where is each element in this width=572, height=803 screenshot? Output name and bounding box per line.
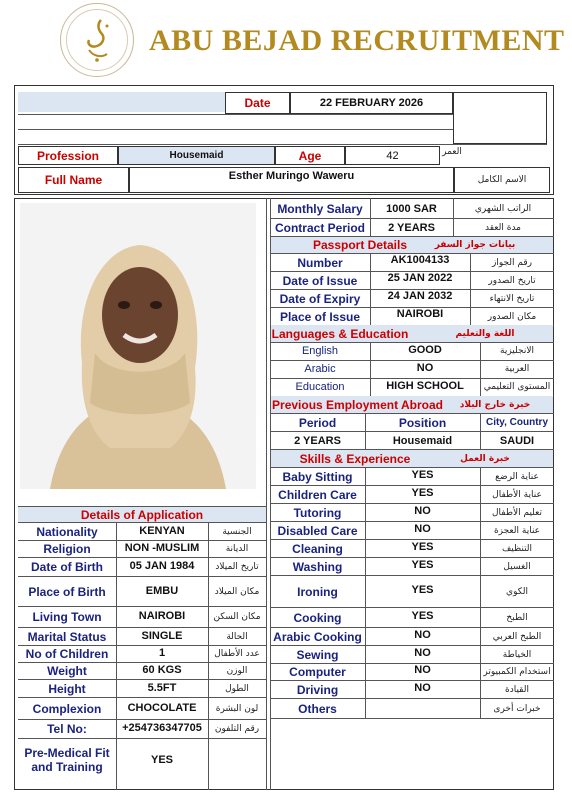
fullname-label: Full Name <box>44 173 103 187</box>
skill-row-ar: الطبخ <box>506 612 528 623</box>
skill-row-label: Others <box>298 701 337 716</box>
skills-title: Skills & Experience <box>299 451 411 466</box>
header-shade <box>18 92 225 112</box>
skill-row-ar: عناية الرضع <box>495 471 539 482</box>
fullname-ar: الاسم الكامل <box>477 175 527 185</box>
language-row-ar: الانجليزية <box>500 346 534 356</box>
skill-row-ar: الغسيل <box>503 561 531 572</box>
skill-row-ar: عناية الأطفال <box>492 489 542 500</box>
age-ar: العمر <box>442 147 462 157</box>
detail-row-label: Marital Status <box>27 629 107 644</box>
skill-row-value: YES <box>411 540 434 553</box>
languages-title-ar: اللغة والتعليم <box>455 328 515 339</box>
detail-row-value: NAIROBI <box>138 610 186 622</box>
detail-row-ar: الجنسية <box>222 526 252 537</box>
date-label: Date <box>244 96 271 110</box>
skill-row-value: YES <box>411 468 434 481</box>
skill-row-value: NO <box>414 628 431 641</box>
detail-row-ar: عدد الأطفال <box>214 649 260 659</box>
detail-row-ar: الوزن <box>226 666 248 676</box>
passport-title-ar: بيانات جواز السفر <box>434 240 516 250</box>
detail-row-value: +254736347705 <box>122 722 202 734</box>
language-row-label: Education <box>295 381 345 393</box>
detail-row-value: 05 JAN 1984 <box>129 560 195 572</box>
skill-row-value <box>365 699 480 714</box>
employment-country: SAUDI <box>499 434 535 447</box>
person-photo-icon <box>20 203 256 489</box>
language-row-ar: المستوى التعليمي <box>483 382 551 392</box>
skills-title-ar: خبرة العمل <box>460 453 510 464</box>
profession-label: Profession <box>36 148 99 163</box>
profession-value: Housemaid <box>169 150 224 161</box>
skill-row-label: Arabic Cooking <box>273 629 362 644</box>
detail-row-label: Weight <box>47 664 87 678</box>
detail-row-label: Place of Birth <box>28 584 106 599</box>
passport-row-ar: تاريخ الصدور <box>488 275 536 286</box>
detail-row-value: CHOCOLATE <box>127 701 197 714</box>
employment-period: 2 YEARS <box>294 434 341 447</box>
employment-title-ar: خبرة خارج البلاد <box>459 399 531 410</box>
language-row-ar: العربية <box>504 364 530 374</box>
detail-row-label: Religion <box>43 542 91 556</box>
detail-row-ar: الطول <box>225 683 249 694</box>
passport-row-value: NAIROBI <box>396 308 444 320</box>
language-row-value: NO <box>416 362 434 374</box>
skill-row-value: YES <box>411 583 434 596</box>
detail-row-value: NON -MUSLIM <box>124 542 200 554</box>
passport-row-value: 24 JAN 2032 <box>387 290 453 302</box>
passport-row-label: Date of Expiry <box>279 291 361 306</box>
employment-header-period: Period <box>298 415 337 430</box>
detail-row-value: SINGLE <box>141 629 183 642</box>
passport-row-label: Number <box>297 255 343 270</box>
contract-value: 2 YEARS <box>388 221 435 234</box>
detail-row-ar: الحالة <box>226 631 248 642</box>
detail-row-ar: لون البشرة <box>215 703 259 714</box>
passport-row-label: Date of Issue <box>282 273 358 288</box>
detail-row-label: Living Town <box>32 610 102 624</box>
employment-header-position: Position <box>398 415 447 430</box>
premedical-label: Pre-Medical Fit and Training <box>24 746 110 774</box>
candidate-photo <box>20 203 256 489</box>
passport-row-ar: تاريخ الانتهاء <box>489 293 535 304</box>
language-row-value: GOOD <box>408 344 442 356</box>
passport-row-ar: مكان الصدور <box>487 311 537 322</box>
skill-row-label: Baby Sitting <box>282 469 353 484</box>
detail-row-label: Tel No: <box>47 722 87 736</box>
detail-row-value: 1 <box>158 647 166 659</box>
skill-row-ar: تعليم الأطفال <box>491 507 543 518</box>
passport-title: Passport Details <box>312 238 408 252</box>
detail-row-value: 5.5FT <box>147 681 177 694</box>
detail-row-ar: الديانة <box>225 544 249 554</box>
skill-row-value: NO <box>414 664 431 676</box>
passport-row-label: Place of Issue <box>279 309 361 324</box>
detail-row-value: 60 KGS <box>142 664 182 676</box>
skill-row-value: YES <box>411 558 434 571</box>
monthly-salary-value: 1000 SAR <box>386 202 437 215</box>
detail-row-label: Date of Birth <box>31 560 103 574</box>
skill-row-value: NO <box>414 522 431 535</box>
fullname-value: Esther Muringo Waweru <box>228 170 355 182</box>
skill-row-value: NO <box>414 504 431 517</box>
detail-row-ar: مكان السكن <box>213 612 261 622</box>
employment-position: Housemaid <box>392 434 453 447</box>
skill-row-value: YES <box>411 609 434 622</box>
details-title: Details of Application <box>18 507 266 522</box>
skill-row-value: NO <box>414 646 431 659</box>
age-label: Age <box>298 148 322 163</box>
age-value: 42 <box>386 149 399 162</box>
passport-row-ar: رقم الجواز <box>491 257 533 268</box>
skill-row-label: Ironing <box>297 584 338 599</box>
header-stamp-cell <box>453 92 547 144</box>
skill-row-label: Cleaning <box>292 541 343 556</box>
skill-row-label: Driving <box>296 682 339 697</box>
skill-row-value: YES <box>411 486 434 499</box>
language-row-label: English <box>301 345 339 357</box>
skill-row-ar: استخدام الكمبيوتر <box>483 667 551 677</box>
skill-row-ar: التنظيف <box>501 543 533 554</box>
skill-row-ar: الكوي <box>506 586 528 597</box>
skill-row-label: Washing <box>292 559 343 574</box>
skill-row-ar: عناية العجزة <box>493 525 541 536</box>
detail-row-value: KENYAN <box>139 524 185 537</box>
employment-title: Previous Employment Abroad <box>272 397 443 412</box>
language-row-label: Arabic <box>304 363 336 375</box>
brand-logo-ring <box>66 9 128 71</box>
skill-row-value: NO <box>414 681 431 694</box>
passport-row-value: 25 JAN 2022 <box>387 272 453 284</box>
skill-row-ar: الطبخ العربي <box>492 631 542 642</box>
monthly-salary-ar: الراتب الشهري <box>474 203 532 214</box>
detail-row-value: EMBU <box>145 584 179 597</box>
premedical-value: YES <box>150 754 173 766</box>
detail-row-label: Complexion <box>32 701 102 716</box>
skill-row-label: Disabled Care <box>277 523 358 538</box>
employment-header-city: City, Country <box>485 417 549 428</box>
skill-row-label: Children Care <box>278 487 357 502</box>
skill-row-ar: الخياطة <box>502 649 532 660</box>
skill-row-label: Sewing <box>296 647 339 662</box>
detail-row-ar: مكان الميلاد <box>214 586 260 597</box>
skill-row-label: Cooking <box>293 610 342 625</box>
skill-row-label: Computer <box>289 665 346 679</box>
detail-row-label: Nationality <box>36 524 98 539</box>
skill-row-ar: خبرات أخرى <box>493 703 541 714</box>
contract-ar: مدة العقد <box>485 222 521 233</box>
detail-row-label: Height <box>48 681 86 696</box>
skill-row-ar: القيادة <box>505 684 529 695</box>
brand-title: ABU BEJAD RECRUITMENT <box>149 24 565 57</box>
skill-row-label: Tutoring <box>293 505 342 520</box>
date-value: 22 FEBRUARY 2026 <box>319 97 424 109</box>
detail-row-ar: رقم التلفون <box>214 724 260 734</box>
contract-label: Contract Period <box>274 220 365 235</box>
monthly-salary-label: Monthly Salary <box>277 201 363 216</box>
language-row-value: HIGH SCHOOL <box>386 380 464 392</box>
calligraphy-icon <box>67 10 127 70</box>
detail-row-ar: تاريخ الميلاد <box>215 562 259 572</box>
detail-row-label: No of Children <box>25 647 109 661</box>
passport-row-value: AK1004133 <box>390 254 450 266</box>
languages-title: Languages & Education <box>271 326 409 341</box>
